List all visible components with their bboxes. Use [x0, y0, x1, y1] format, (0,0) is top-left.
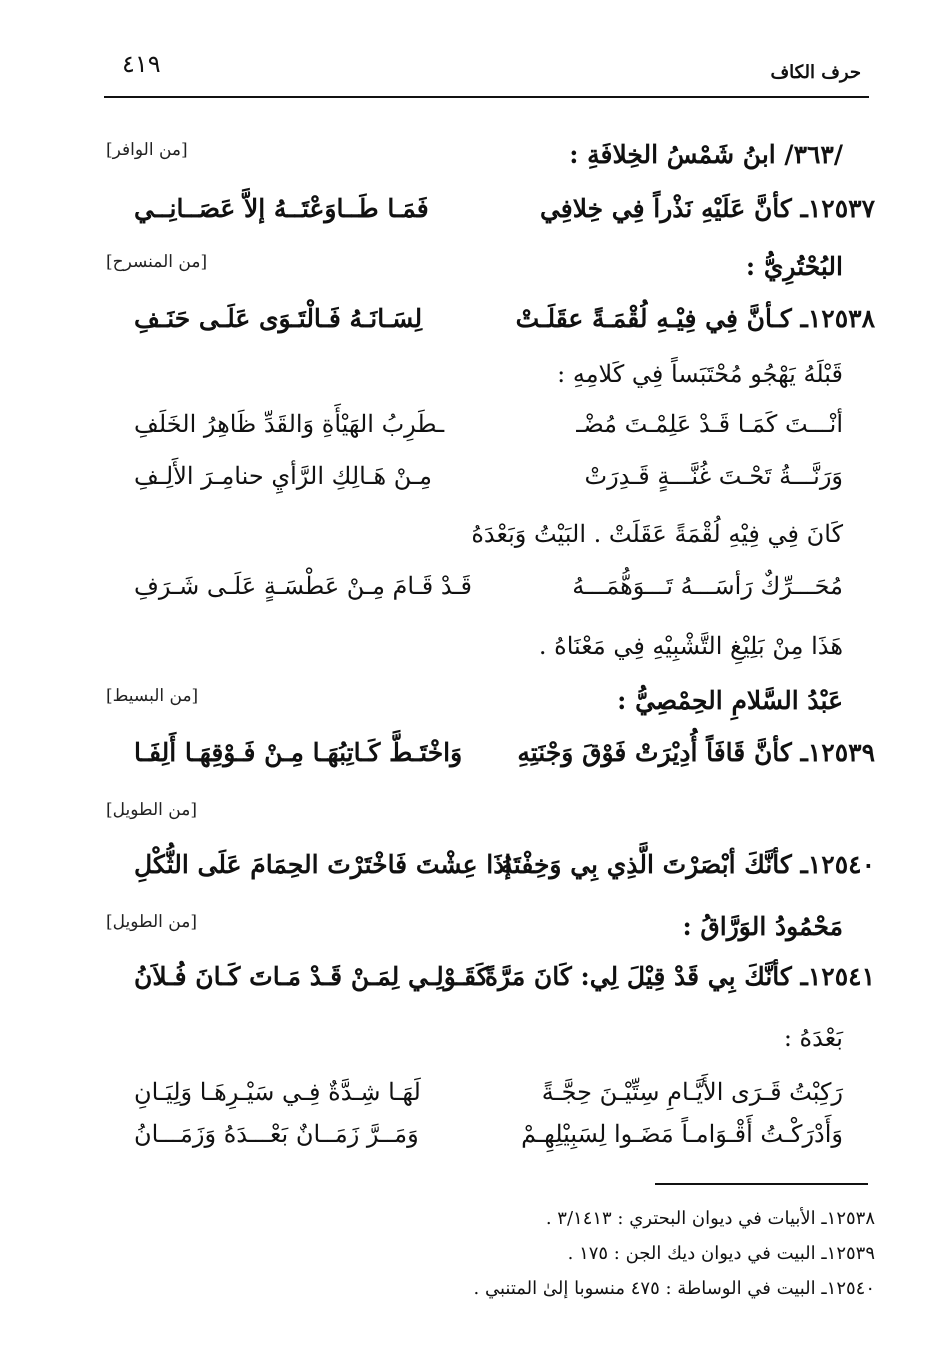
- meter-label: [من الطويل]: [106, 800, 197, 820]
- header-rule: [104, 96, 869, 98]
- poet-heading: البُحْتُرِيُّ :: [745, 252, 843, 281]
- verse-left: وَمَــرَّ زَمَــانٌ بَعْـــدَهُ وَزَمَـــانُ: [134, 1120, 419, 1148]
- verse-right: وَرَنَّـــةُ تَحْـتَ غُنَّـــةٍ قَـدِرَتْ: [584, 462, 843, 490]
- footnote: ١٢٥٤٠ـ البيت في الوساطة : ٤٧٥ منسوبا إلىٰ المتنبي .: [473, 1278, 875, 1299]
- verse-left: لَهَـا شِـدَّةٌ فِـي سَيْـرِهَـا وَلِيَـانِ: [134, 1078, 421, 1106]
- prose-note: بَعْدَهُ :: [783, 1024, 843, 1052]
- verse-left-12539: وَاخْتَـطَّ كَـاتِبُهَـا مِـنْ فَـوْقِهَـا أَلِفَـا: [134, 738, 463, 767]
- meter-label: [من الوافر]: [106, 140, 188, 160]
- verse-left: مِـنْ هَـالِكِ الرَّأيِ حنامِـرَ الأَلِـفِ: [134, 462, 432, 490]
- verse-right-12539: ١٢٥٣٩ـ كأنَّ قَافَاً أُدِيْرَتْ فَوْقَ وَجْنَتِهِ: [517, 738, 875, 767]
- verse-left: قَـدْ قَـامَ مِـنْ عَطْسَـةٍ عَلَـى شَـرَفِ: [134, 572, 472, 600]
- verse-left-12541: كَقَـوْلِـي لِمَـنْ قَـدْ مَـاتَ كَـانَ فُـلاَنُ: [134, 962, 489, 991]
- meter-label: [من الطويل]: [106, 912, 197, 932]
- poet-heading: مَحْمُودُ الوَرَّاقُ :: [682, 912, 843, 941]
- verse-right-12537: ١٢٥٣٧ـ كأنَّ عَلَيْهِ نَذْراً فِي خِلافِي: [539, 194, 875, 223]
- footnote: ١٢٥٣٩ـ البيت في ديوان ديك الجن : ١٧٥ .: [567, 1243, 875, 1264]
- chapter-title: حرف الكاف: [770, 62, 861, 83]
- verse-right: مُحَـــرِّكٌ رَأسَـــهُ تَـــوَهُّمَـــهُ: [572, 572, 843, 600]
- meter-label: [من البسيط]: [106, 686, 199, 706]
- verse-right: أنْـــتَ كَمَـا قَـدْ عَلِمْـتَ مُضْـ: [576, 410, 843, 438]
- verse-left-12537: فَمَـا طَــاوَعْتَــهُ إلاَّ عَصَــانِــي: [134, 194, 429, 223]
- verse-left-12540: إذَا عِشْتَ فَاخْتَرْتَ الحِمَامَ عَلَى الثُّكْلِ: [134, 850, 512, 879]
- prose-note: هَذَا مِنْ بَلِيْغِ التَّشْبِيْهِ فِي مَعْنَاهُ .: [538, 632, 843, 660]
- verse-right: رَكِبْتُ قَـرَى الأَيَّـامِ سِتِّيْـنَ حِجَّـةً: [541, 1078, 843, 1106]
- verse-right-12541: ١٢٥٤١ـ كأنَّكَ بِي قَدْ قِيْلَ لِي: كَانَ مَرَّةً: [484, 962, 875, 991]
- verse-right: وَأَدْرَكْـتُ أَقْـوَامـاً مَضَـوا لِسَبِيْلِهِـمْ: [521, 1120, 843, 1148]
- verse-left-12538: لِسَـانَـهُ فَـالْتَـوَى عَلَـى حَنَـفِ: [134, 304, 423, 333]
- verse-right-12540: ١٢٥٤٠ـ كأنَّكَ أبْصَرْتَ الَّذِي بِي وَخِفْتَهُ: [500, 850, 875, 879]
- verse-right-12538: ١٢٥٣٨ـ كـأنَّ فِي فِيْـهِ لُقْمَـةً عقَلَـتْ: [515, 304, 875, 333]
- prose-note: كَانَ فِي فِيْهِ لُقْمَةً عَقَلَتْ . البَيْتُ وَبَعْدَهُ: [471, 520, 843, 548]
- poet-heading: عَبْدُ السَّلامِ الحِمْصِيُّ :: [617, 686, 843, 715]
- poet-heading: /٣٦٣/ ابنُ شَمْسُ الخِلافَةِ :: [569, 140, 843, 169]
- prose-note: قَبْلَهُ يَهْجُو مُحْتَبَساً فِي كَلامِهِ :: [557, 360, 843, 388]
- footnote-rule: [655, 1183, 868, 1185]
- verse-left: ـطَرِبُ الهَيْأَةِ وَالقَدِّ ظَاهِرُ الخَلَفِ: [134, 410, 445, 438]
- footnote: ١٢٥٣٨ـ الأبيات في ديوان البحتري : ٣/١٤١٣ .: [545, 1208, 875, 1229]
- meter-label: [من المنسرح]: [106, 252, 208, 272]
- page-number: ٤١٩: [122, 50, 161, 78]
